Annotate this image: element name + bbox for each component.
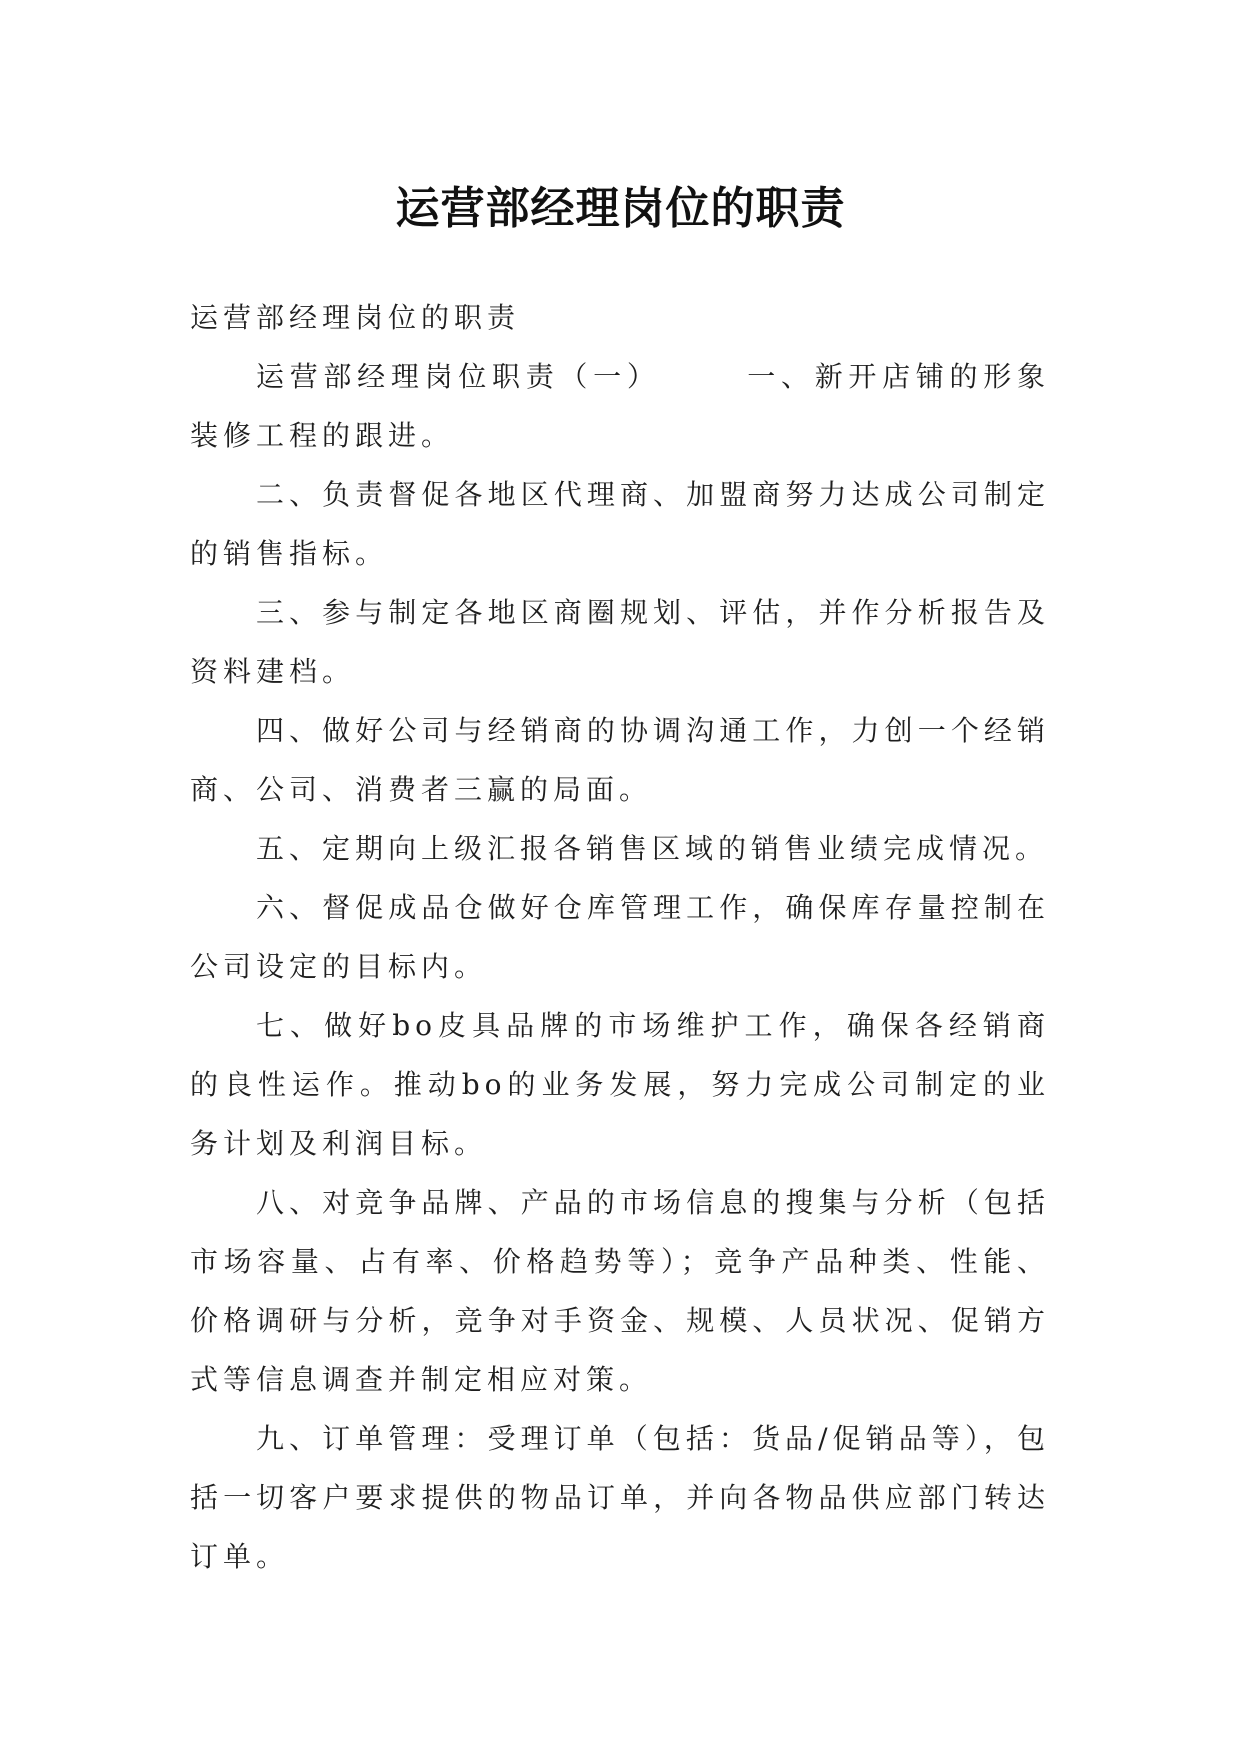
duty-item-7: 七、做好bo皮具品牌的市场维护工作，确保各经销商的良性运作。推动bo的业务发展，努力完成公司制定的业务计划及利润目标。 <box>190 1009 1050 1160</box>
intro-paragraph <box>190 347 1050 465</box>
duty-item-9: 九、订单管理：受理订单（包括：货品/促销品等），包括一切客户要求提供的物品订单，并向各物品供应部门转达订单。 <box>190 1422 1050 1573</box>
duty-item-3: 三、参与制定各地区商圈规划、评估，并作分析报告及资料建档。 <box>190 596 1050 688</box>
intro-heading: 运营部经理岗位职责（一） <box>256 360 661 393</box>
duty-item-2: 二、负责督促各地区代理商、加盟商努力达成公司制定的销售指标。 <box>190 478 1050 570</box>
intro-item-one: 一、新开店铺的形象装修工程的跟进。 <box>190 360 1050 452</box>
duty-item-4: 四、做好公司与经销商的协调沟通工作，力创一个经销商、公司、消费者三赢的局面。 <box>190 714 1050 806</box>
document-subtitle: 运营部经理岗位的职责 <box>190 301 521 334</box>
duty-item-8: 八、对竞争品牌、产品的市场信息的搜集与分析（包括市场容量、占有率、价格趋势等）；竞争产品种类、性能、价格调研与分析，竞争对手资金、规模、人员状况、促销方式等信息调查并制定相应对策。 <box>190 1186 1050 1396</box>
document-body <box>190 288 1050 1586</box>
document-title: 运营部经理岗位的职责 <box>395 183 846 235</box>
duty-item-6: 六、督促成品仓做好仓库管理工作，确保库存量控制在公司设定的目标内。 <box>190 891 1050 983</box>
duty-item-5: 五、定期向上级汇报各销售区域的销售业绩完成情况。 <box>256 832 1049 865</box>
